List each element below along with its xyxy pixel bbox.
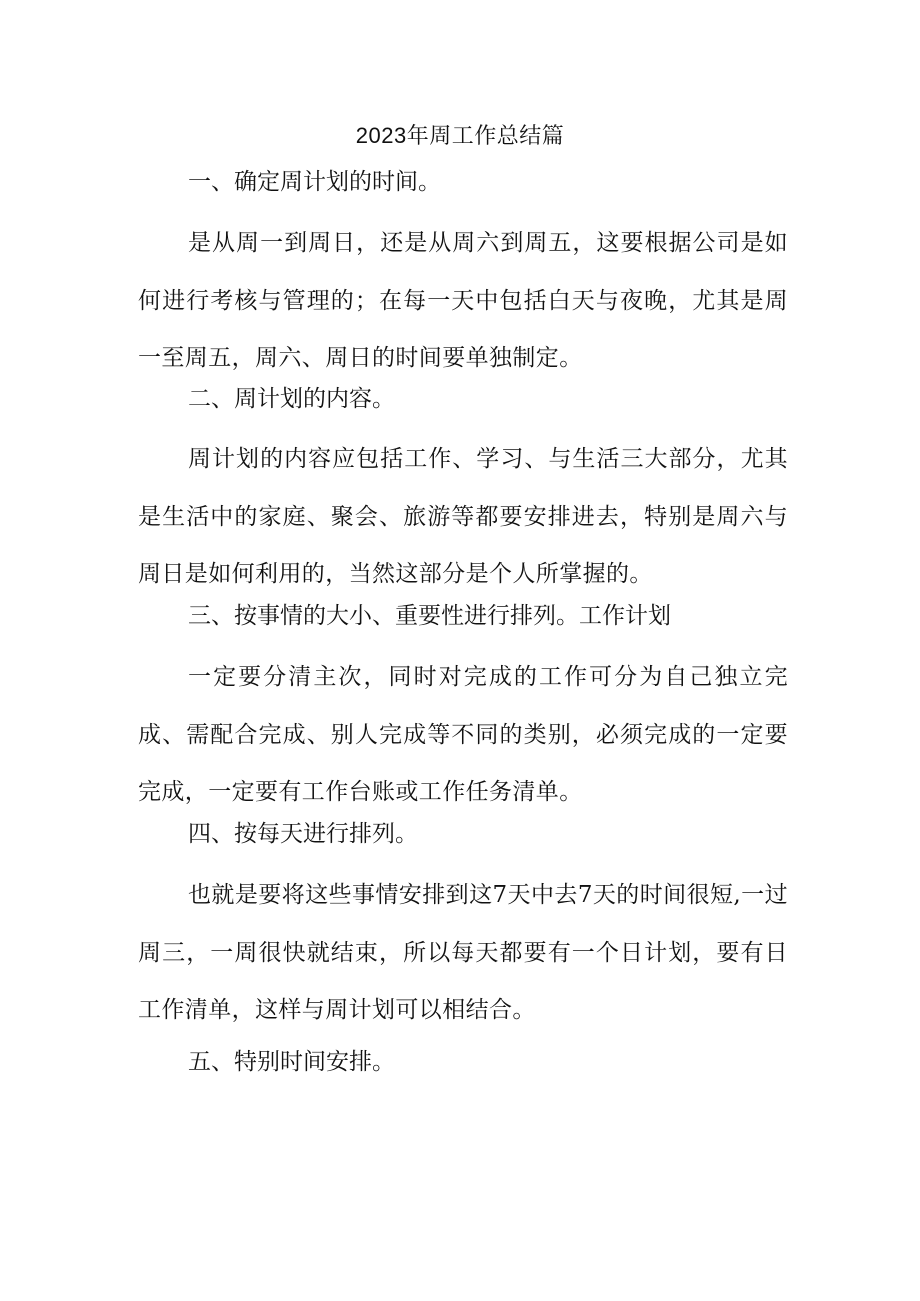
- document-title: 2023年周工作总结篇: [355, 123, 565, 148]
- section-heading-1: 一、确定周计划的时间。: [188, 169, 441, 195]
- section-heading-4: 四、按每天进行排列。: [188, 821, 418, 847]
- section-body-4: 也就是要将这些事情安排到这7天中去7天的时间很短,一过周三，一周很快就结束，所以每天都要有一个日计划，要有日工作清单，这样与周计划可以相结合。: [138, 882, 788, 1023]
- section-body-3: 一定要分清主次，同时对完成的工作可分为自己独立完成、需配合完成、别人完成等不同的类别，必须完成的一定要完成，一定要有工作台账或工作任务清单。: [138, 664, 788, 805]
- section-body-2: 周计划的内容应包括工作、学习、与生活三大部分，尤其是生活中的家庭、聚会、旅游等都要安排进去，特别是周六与周日是如何利用的，当然这部分是个人所掌握的。: [138, 446, 788, 587]
- section-heading-5: 五、特别时间安排。: [188, 1049, 395, 1075]
- section-heading-2: 二、周计划的内容。: [188, 386, 395, 412]
- section-heading-3: 三、按事情的大小、重要性进行排列。工作计划: [188, 603, 671, 629]
- section-body-1: 是从周一到周日，还是从周六到周五，这要根据公司是如何进行考核与管理的；在每一天中包括白天与夜晚，尤其是周一至周五，周六、周日的时间要单独制定。: [138, 230, 788, 371]
